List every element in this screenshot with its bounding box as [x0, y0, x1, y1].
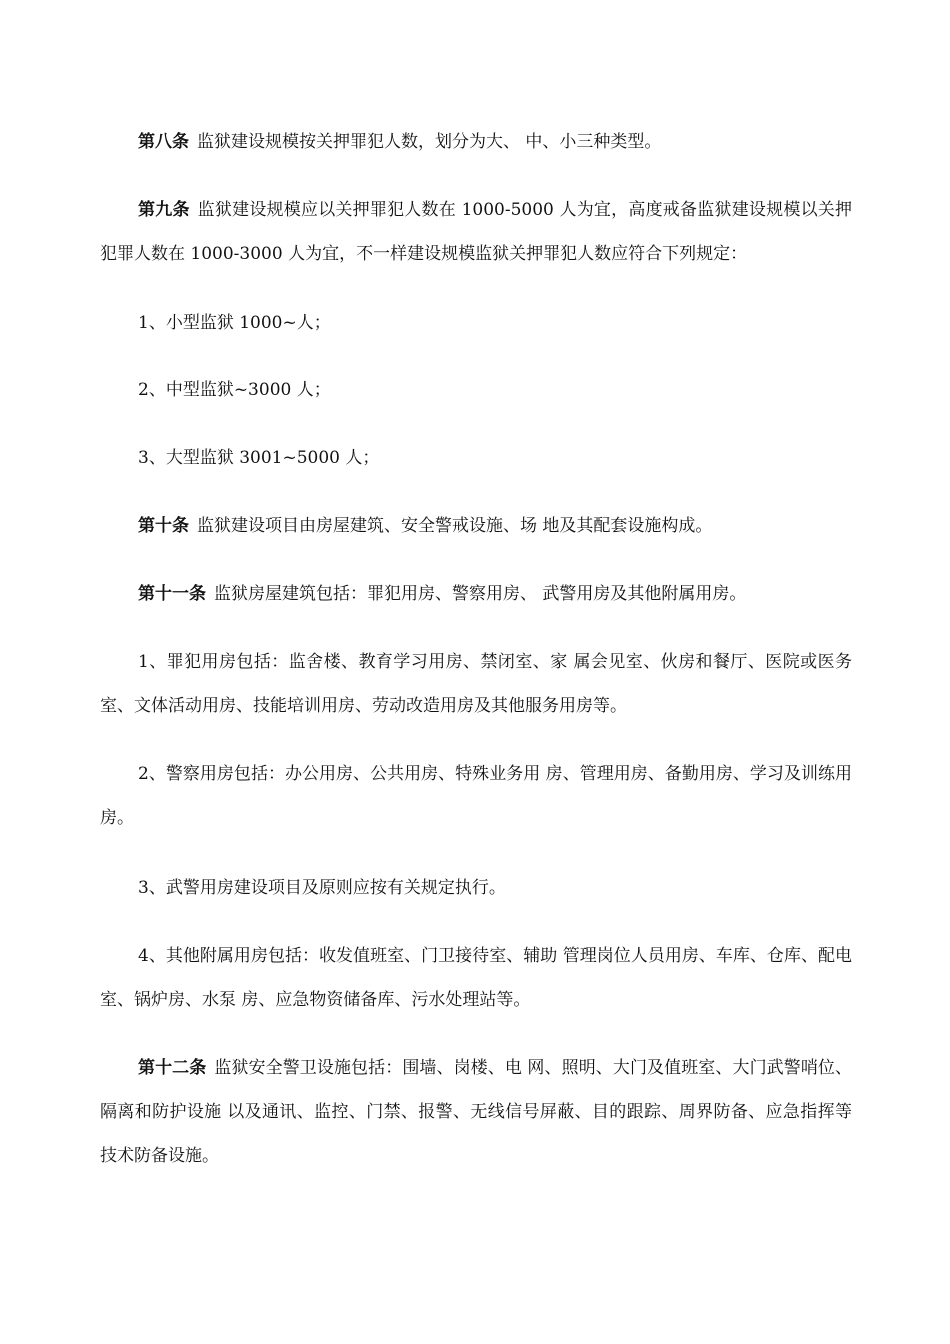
article-9-text: 监狱建设规模应以关押罪犯人数在 1000-5000 人为宜，高度戒备监狱建设规模以关押犯罪人数在 1000-3000 人为宜，不一样建设规模监狱关押罪犯人数应符合下列规定：	[100, 200, 853, 264]
article-11-heading: 第十一条	[138, 584, 206, 604]
article-12-heading: 第十二条	[138, 1058, 207, 1078]
article-11-item-2	[100, 752, 852, 840]
article-8	[100, 120, 852, 164]
article-11-item-2-text: 2、警察用房包括：办公用房、公共用房、特殊业务用 房、管理用房、备勤用房、学习及训练用房。	[100, 764, 852, 828]
article-11-text: 监狱房屋建筑包括：罪犯用房、警察用房、 武警用房及其他附属用房。	[214, 584, 747, 604]
article-9-item-3-text: 3、大型监狱 3001~5000 人；	[138, 448, 380, 468]
article-8-heading: 第八条	[138, 132, 189, 152]
article-10-heading: 第十条	[138, 516, 189, 536]
article-11-item-1-text: 1、罪犯用房包括：监舍楼、教育学习用房、禁闭室、家 属会见室、伙房和餐厅、医院或医务室、文体活动用房、技能培训用房、劳动改造用房及其他服务用房等。	[100, 652, 852, 716]
article-9-item-3	[100, 436, 852, 480]
article-9	[100, 188, 852, 276]
article-11-item-1	[100, 640, 852, 728]
article-8-text: 监狱建设规模按关押罪犯人数，划分为大、 中、小三种类型。	[197, 132, 662, 152]
article-11-item-3	[100, 866, 852, 910]
article-11-item-4	[100, 934, 852, 1022]
article-10-text: 监狱建设项目由房屋建筑、安全警戒设施、场 地及其配套设施构成。	[197, 516, 713, 536]
article-9-heading: 第九条	[138, 200, 190, 220]
article-10	[100, 504, 852, 548]
article-9-item-2	[100, 368, 852, 412]
article-9-item-2-text: 2、中型监狱~3000 人；	[138, 380, 331, 400]
article-12-text: 监狱安全警卫设施包括：围墙、岗楼、电 网、照明、大门及值班室、大门武警哨位、隔离和防护设施 以及通讯、监控、门禁、报警、无线信号屏蔽、目的跟踪、周界防备、应急指挥等技术防备设施。	[100, 1058, 853, 1166]
article-9-item-1	[100, 301, 852, 345]
article-11-item-4-text: 4、其他附属用房包括：收发值班室、门卫接待室、辅助 管理岗位人员用房、车库、仓库、配电室、锅炉房、水泵 房、应急物资储备库、污水处理站等。	[100, 946, 852, 1010]
article-12	[100, 1046, 852, 1178]
article-11-item-3-text: 3、武警用房建设项目及原则应按有关规定执行。	[138, 878, 506, 898]
article-11	[100, 572, 852, 616]
article-9-item-1-text: 1、小型监狱 1000~人；	[138, 313, 331, 333]
